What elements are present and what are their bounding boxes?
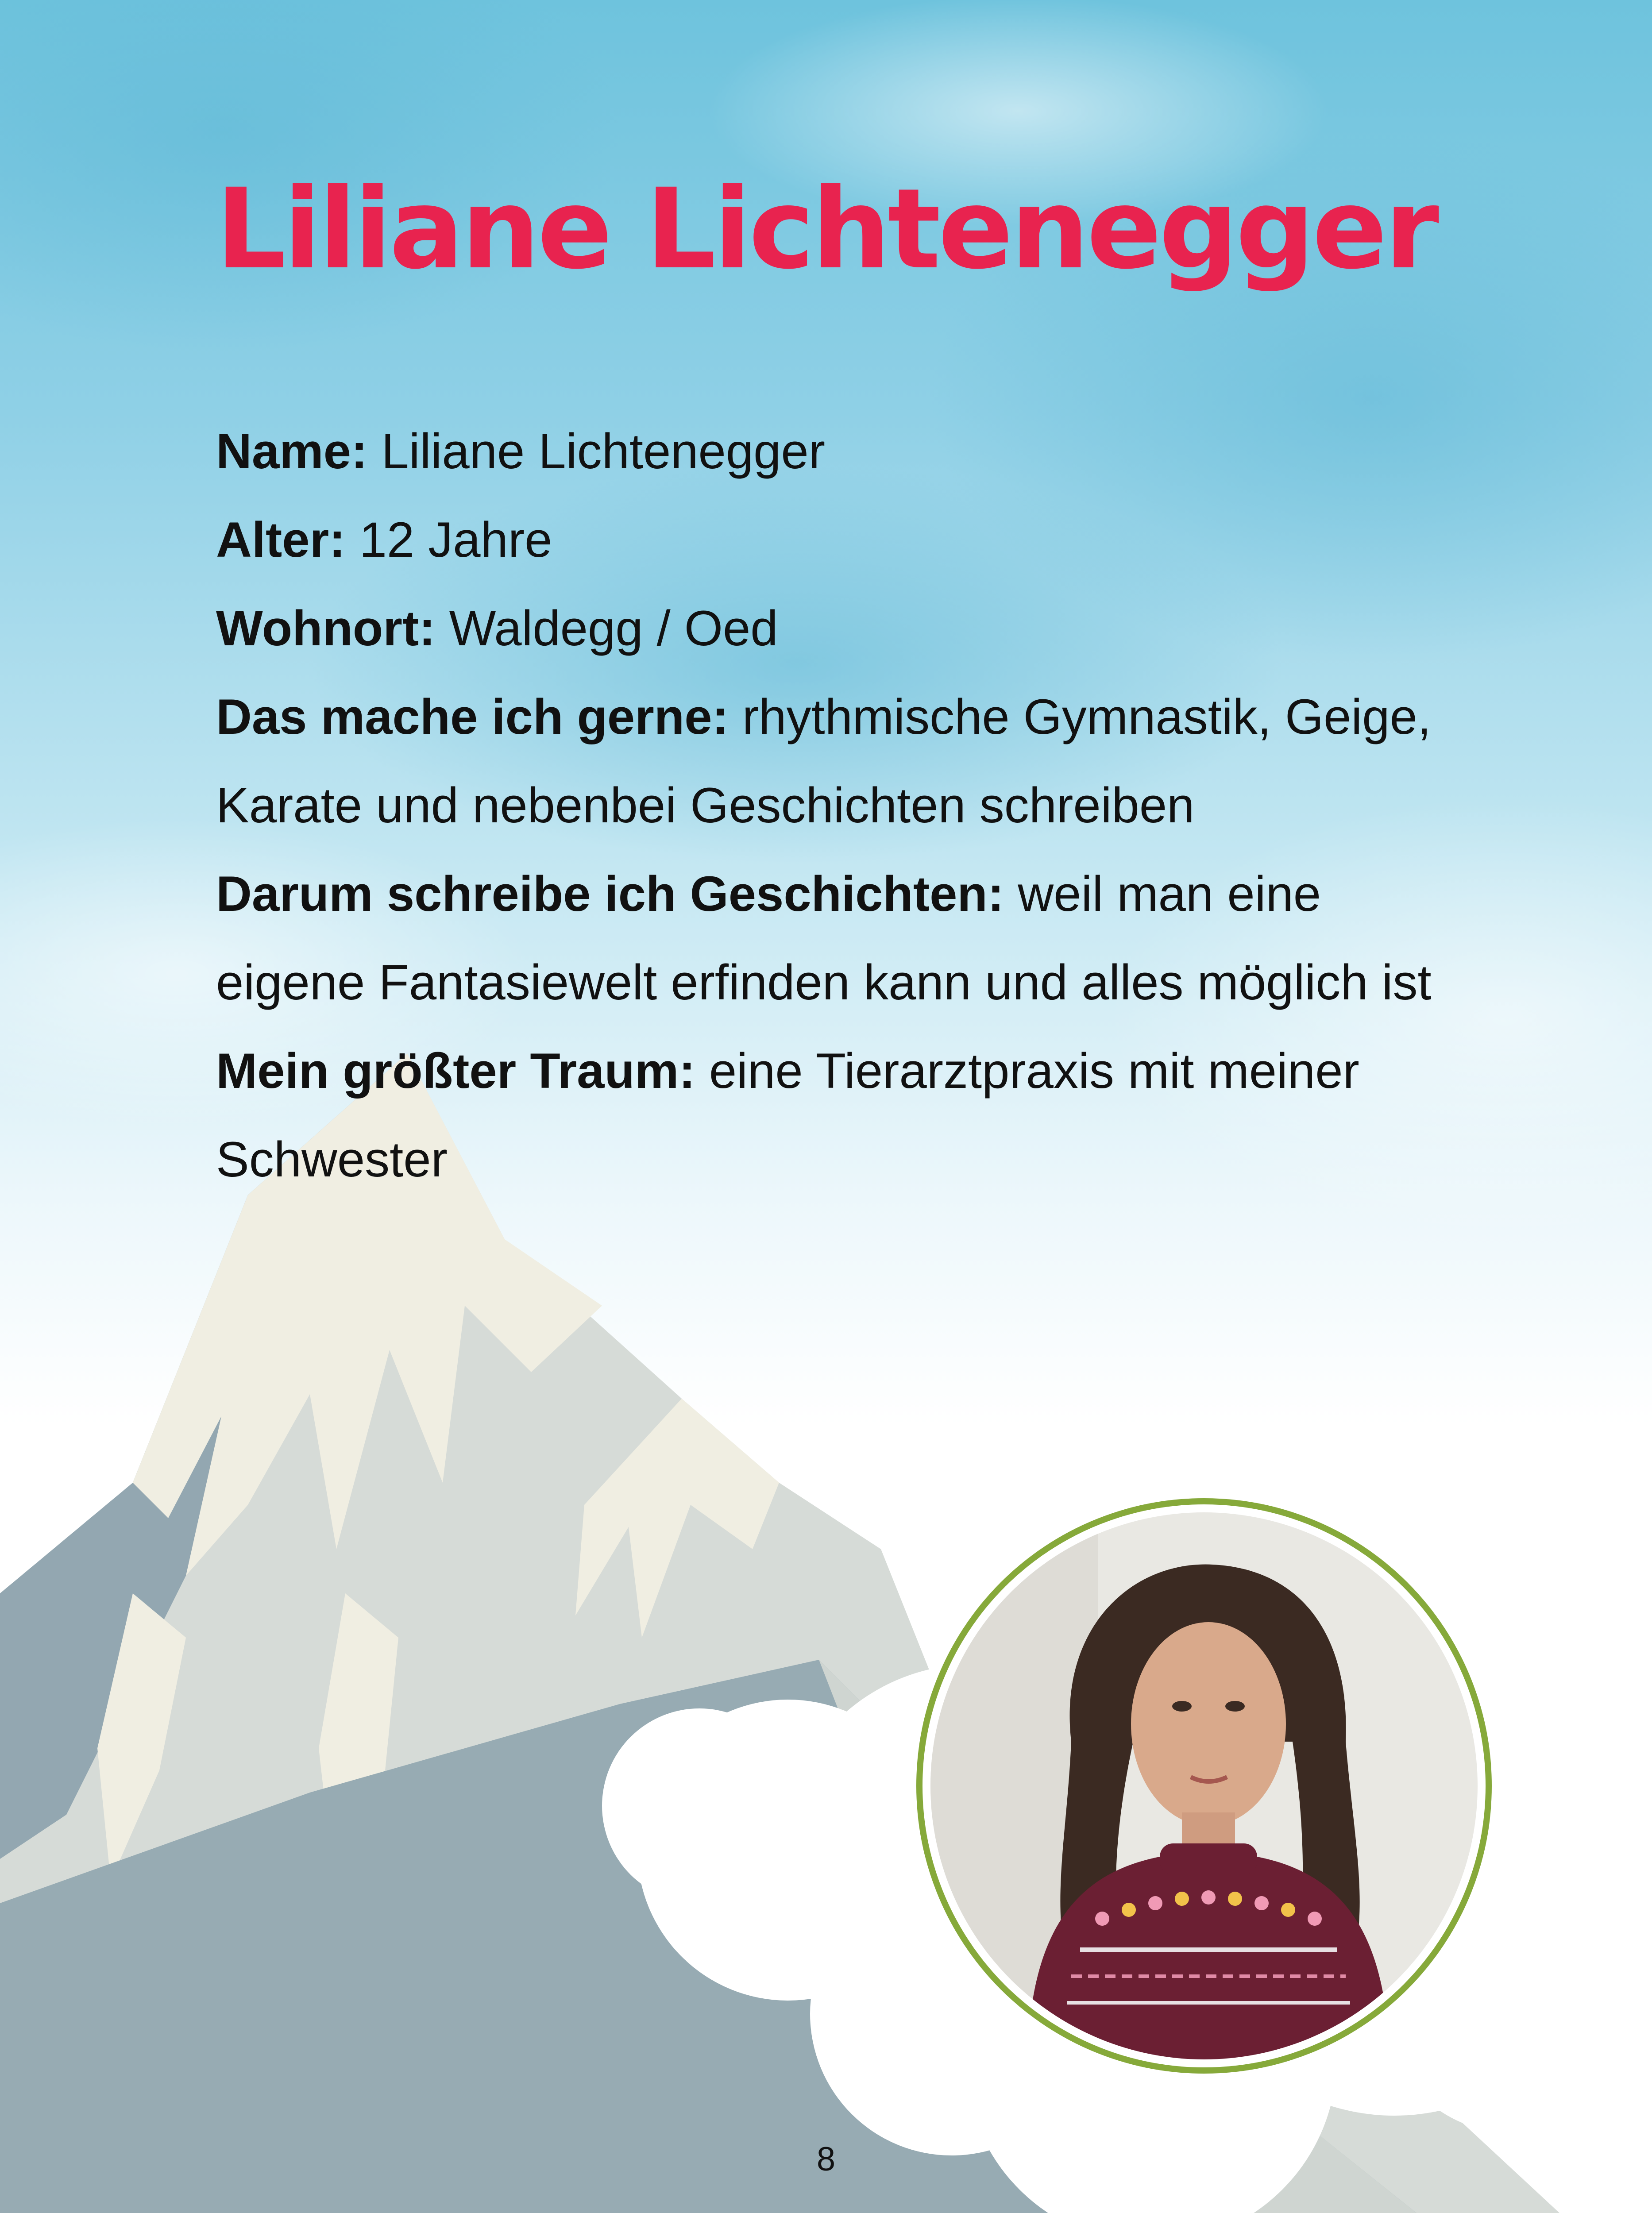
field-value: weil man eine eigene Fantasiewelt erfinden kann und alles möglich ist — [216, 866, 1432, 1010]
photo-image — [912, 1494, 1496, 2078]
profile-section — [216, 407, 1438, 1204]
profile-why-write — [216, 850, 1438, 1027]
field-value: rhythmische Gymnastik, Geige, Karate und nebenbei Geschichten schreiben — [216, 689, 1431, 833]
field-label: Das mache ich gerne: — [216, 689, 729, 744]
field-value: Waldegg / Oed — [449, 601, 778, 656]
field-label: Darum schreibe ich Geschichten: — [216, 866, 1004, 921]
field-label: Name: — [216, 424, 368, 479]
profile-name — [216, 407, 1438, 496]
field-label: Alter: — [216, 512, 346, 567]
field-label: Wohnort: — [216, 601, 436, 656]
profile-dream — [216, 1027, 1438, 1204]
profile-age — [216, 496, 1438, 584]
page-title: Liliane Lichtenegger — [215, 165, 1437, 293]
field-label: Mein größter Traum: — [216, 1043, 695, 1099]
field-value: 12 Jahre — [359, 512, 552, 567]
portrait-photo — [912, 1494, 1496, 2078]
field-value: eine Tierarztpraxis mit meiner Schwester — [216, 1043, 1359, 1187]
profile-hobbies — [216, 673, 1438, 850]
field-value: Liliane Lichtenegger — [381, 424, 825, 479]
page-number: 8 — [816, 2140, 836, 2178]
profile-residence — [216, 584, 1438, 673]
